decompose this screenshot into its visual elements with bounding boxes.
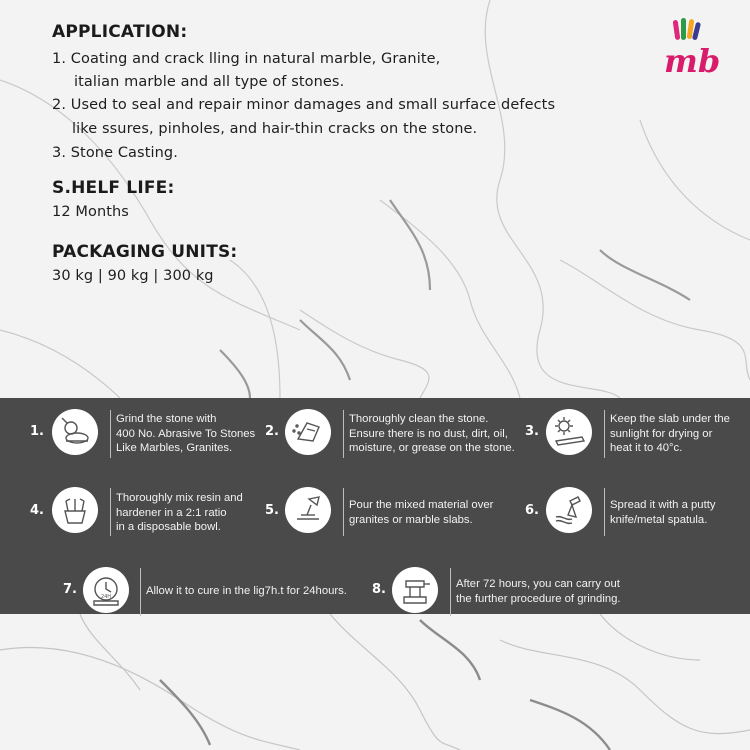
- step-number: 7.: [63, 582, 77, 597]
- application-item-2-line-1: 2. Used to seal and repair minor damages and small surface defects: [52, 97, 556, 113]
- step-3-description: Keep the slab under the sunlight for drying or heat it to 40°c.: [610, 413, 730, 455]
- sun-slab-icon: [546, 409, 592, 455]
- svg-text:mb: mb: [664, 42, 720, 78]
- application-item-1-line-2: italian marble and all type of stones.: [74, 74, 345, 90]
- step-number: 2.: [265, 424, 279, 439]
- step-number: 3.: [525, 424, 539, 439]
- step-6-description: Spread it with a putty knife/metal spatula.: [610, 499, 716, 526]
- application-item-1-line-1: 1. Coating and crack lling in natural marble, Granite,: [52, 51, 441, 67]
- mb-logo: [660, 16, 720, 78]
- putty-knife-icon: [546, 487, 592, 533]
- pouring-icon: [285, 487, 331, 533]
- step-number: 6.: [525, 503, 539, 518]
- application-item-3-line-1: 3. Stone Casting.: [52, 145, 178, 161]
- cleaning-hand-icon: [285, 409, 331, 455]
- svg-text:24H: 24H: [100, 594, 112, 600]
- step-number: 1.: [30, 424, 44, 439]
- step-number: 8.: [372, 582, 386, 597]
- packaging-value: 30 kg | 90 kg | 300 kg: [52, 268, 214, 284]
- step-1-description: Grind the stone with 400 No. Abrasive To Stones Like Marbles, Granites.: [116, 413, 256, 455]
- step-number: 5.: [265, 503, 279, 518]
- application-item-2-line-2: like ssures, pinholes, and hair-thin cracks on the stone.: [72, 121, 478, 137]
- step-8-description: After 72 hours, you can carry out the further procedure of grinding.: [456, 578, 621, 605]
- application-heading: APPLICATION:: [52, 22, 188, 42]
- step-7-description: Allow it to cure in the lig7h.t for 24hours.: [146, 585, 347, 597]
- shelf-life-heading: S.HELF LIFE:: [52, 178, 175, 198]
- shelf-life-value: 12 Months: [52, 204, 129, 220]
- grinding-machine-icon: [392, 567, 438, 613]
- mixing-bowl-icon: [52, 487, 98, 533]
- step-5-description: Pour the mixed material over granites or marble slabs.: [349, 499, 494, 526]
- step-4-description: Thoroughly mix resin and hardener in a 2:1 ratio in a disposable bowl.: [116, 492, 243, 534]
- step-2-description: Thoroughly clean the stone. Ensure there is no dust, dirt, oil, moisture, or grease on the stone.: [349, 413, 515, 455]
- step-number: 4.: [30, 503, 44, 518]
- clock-24h-icon: [83, 567, 129, 613]
- grinder-disc-icon: [52, 409, 98, 455]
- packaging-heading: PACKAGING UNITS:: [52, 242, 238, 262]
